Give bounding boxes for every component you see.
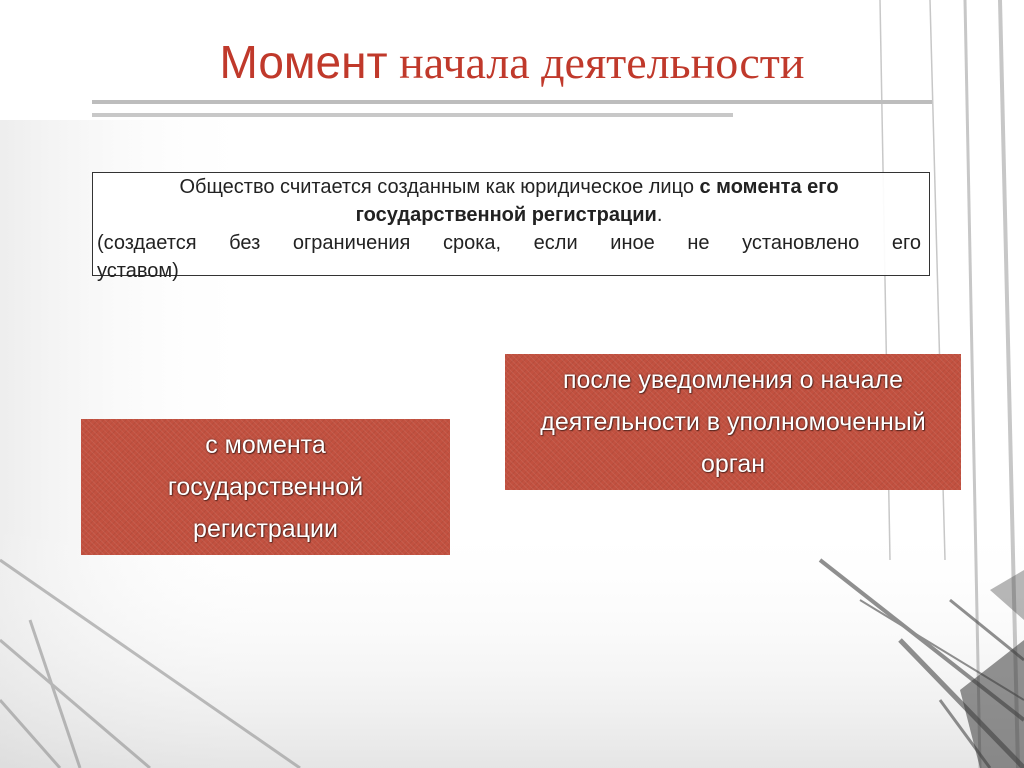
definition-text-regular: Общество считается созданным как юридическое лицо xyxy=(179,176,700,198)
definition-period: . xyxy=(656,204,663,226)
title-underline-long xyxy=(92,100,932,104)
option-box-registration-line: с момента xyxy=(205,431,326,459)
definition-box xyxy=(92,172,930,282)
option-box-registration xyxy=(81,419,450,555)
definition-line-1 xyxy=(97,173,921,201)
definition-note-line-2: уставом) xyxy=(97,260,179,282)
definition-text-bold-2: государственной регистрации xyxy=(355,204,657,226)
title-part2: начала деятельности xyxy=(387,37,805,88)
option-box-registration-line: регистрации xyxy=(193,515,338,543)
definition-line-2 xyxy=(97,201,921,229)
definition-note-line: (создается без ограничения срока, если иное не установлено его xyxy=(97,232,921,254)
option-box-notification-line: деятельности в уполномоченный xyxy=(540,408,926,436)
definition-text-bold: с момента его xyxy=(699,176,839,198)
option-box-notification-line: после уведомления о начале xyxy=(562,366,904,394)
option-box-notification xyxy=(505,354,961,490)
title-part1: Момент xyxy=(219,36,388,88)
slide-title xyxy=(0,34,1024,91)
title-underline-short xyxy=(92,113,733,117)
option-box-notification-line: орган xyxy=(700,450,766,478)
option-box-registration-line: государственной xyxy=(167,473,364,501)
